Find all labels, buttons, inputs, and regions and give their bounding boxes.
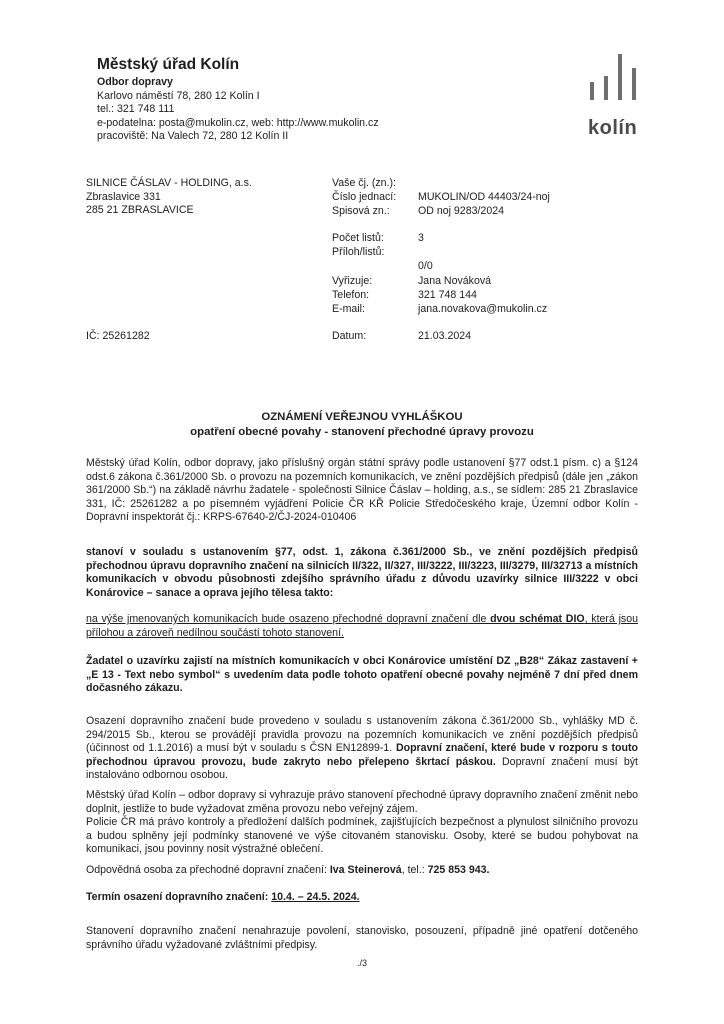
responsible-text-c: , tel.: — [401, 864, 428, 876]
attach-label: Příloh/listů: — [332, 246, 385, 258]
org-email-web: e-podatelna: posta@mukolin.cz, web: http://www.mukolin.cz — [97, 116, 379, 129]
paragraph-dio — [86, 613, 638, 640]
email-label: E-mail: — [332, 303, 365, 315]
your-ref-label: Vaše čj. (zn.): — [332, 177, 396, 189]
logo-text: kolín — [588, 117, 638, 139]
responsible-name: Iva Steinerová — [329, 864, 402, 876]
org-workplace: pracoviště: Na Valech 72, 280 12 Kolín II — [97, 130, 289, 143]
ref-no-label: Číslo jednací: — [332, 191, 397, 203]
term-label: Termín osazení dopravního značení: — [86, 891, 272, 903]
email-value: jana.novakova@mukolin.cz — [418, 303, 548, 315]
dio-text-a: na výše jmenovaných komunikacích bude osazeno přechodné dopravní značení dle — [86, 613, 491, 625]
recipient-street: Zbraslavice 331 — [86, 190, 161, 203]
org-address: Karlovo náměstí 78, 280 12 Kolín I — [97, 89, 260, 102]
ref-no-value: MUKOLIN/OD 44403/24-noj — [418, 191, 550, 203]
recipient-ic: IČ: 25261282 — [86, 330, 150, 342]
org-contact-block — [97, 76, 379, 144]
pages-value: 3 — [418, 232, 424, 244]
file-value: OD noj 9283/2024 — [418, 205, 504, 217]
recipient-name: SILNICE ČÁSLAV - HOLDING, a.s. — [86, 177, 252, 189]
install-text-b: Dopravní značení, které bude v rozporu s touto přechodnou úpravou provozu, bude zakryto nebo přelepeno škrtací páskou. — [86, 742, 638, 768]
handler-label: Vyřizuje: — [332, 275, 373, 287]
handler-value: Jana Nováková — [418, 275, 492, 287]
install-text-c: Dopravní značení musí být instalováno odbornou osobou. — [86, 755, 638, 782]
paragraph-installation — [86, 715, 638, 783]
recipient-city: 285 21 ZBRASLAVICE — [86, 204, 194, 217]
pages-label: Počet listů: — [332, 232, 384, 244]
doc-subtitle: opatření obecné povahy - stanovení přechodné úpravy provozu — [190, 426, 534, 438]
kolin-logo — [586, 54, 646, 144]
paragraph-responsible — [86, 864, 638, 878]
paragraph-police: Policie ČR má právo kontroly a předložení dalších podmínek, zajišťujících bezpečnost a plynulost silničního provozu a budou splněny její podmínky stanovené ve výše citovaném stanovisku. Osoby, které se budou pohybovat na komunikaci, jsou povinny nosit výstražné oblečení. — [86, 816, 638, 856]
page-marker: ./3 — [356, 958, 367, 968]
date-label: Datum: — [332, 330, 367, 342]
paragraph-decision: stanoví v souladu s ustanovením §77, odst. 1, zákona č.361/2000 Sb., ve znění pozdějších předpisů přechodnou úpravu dopravního značení na silnicích II/322, II/327, III/3222, III/3223, III/3279, III/32713 a místních komunikacích v obvodu působnosti zdejšího správního úřadu z důvodu uzavírky silnice III/3222 v obci Konárovice – sanace a oprava jejího tělesa takto: — [86, 546, 638, 599]
paragraph-term — [86, 891, 638, 905]
org-name: Městský úřad Kolín — [97, 56, 240, 73]
org-phone: tel.: 321 748 111 — [97, 103, 175, 116]
install-text-a: Osazení dopravního značení bude provedeno v souladu s ustanovením zákona č.361/2000 Sb., vyhlášky MD č. 294/2015 Sb., kterou se provádějí pravidla provozu na pozemních komunikacích ve znění pozdějších předpisů (účinnost od 1.1.2016) a musí být v souladu s ČSN EN12899-1. — [86, 715, 638, 755]
responsible-text-a: Odpovědná osoba za přechodné dopravní značení: — [86, 864, 330, 876]
date-value: 21.03.2024 — [418, 330, 472, 342]
phone-value: 321 748 144 — [418, 289, 477, 301]
dio-text-b: dvou schémat DIO — [490, 613, 585, 625]
attach-value: 0/0 — [418, 260, 433, 272]
recipient-address — [86, 177, 252, 218]
paragraph-intro: Městský úřad Kolín, odbor dopravy, jako příslušný orgán státní správy podle ustanovení §77 odst.1 písm. c) a §124 odst.6 zákona č.361/2000 Sb. o provozu na pozemních komunikacích, ve znění pozdějších předpisů (dále jen „zákon 361/2000 Sb.“) na základě návrhu žadatele - společnosti Silnice Čáslav – holding, a.s., se sídlem: 285 21 Zbraslavice 331, IČ: 25261282 a po písemném vyjádření Policie ČR KŘ Policie Středočeského kraje, Územní odbor Kolín - Dopravní inspektorát čj.: KRPS-67640-2/ČJ-2024-010406 — [86, 457, 638, 524]
file-label: Spisová zn.: — [332, 205, 390, 217]
paragraph-closure: Žadatel o uzavírku zajistí na místních komunikacích v obci Konárovice umístění DZ „B28“ Zákaz zastavení + „E 13 - Text nebo symbol“ s uvedením data podle tohoto opatření obecné povahy nejméně 7 dní před dnem dočasného zákazu. — [86, 655, 638, 695]
department: Odbor dopravy — [97, 76, 173, 88]
paragraph-reservation: Městský úřad Kolín – odbor dopravy si vyhrazuje právo stanovení přechodné úpravy dopravního značení změnit nebo doplnit, jestliže to bude vyžadovat změna provozu nebo veřejný zájem. — [86, 789, 638, 815]
paragraph-closing: Stanovení dopravního značení nenahrazuje povolení, stanovisko, posouzení, případně jiné opatření dotčeného správního úřadu vyžadované zvláštními předpisy. — [86, 925, 638, 951]
doc-title: OZNÁMENÍ VEŘEJNOU VYHLÁŠKOU — [261, 411, 463, 423]
term-value: 10.4. – 24.5. 2024. — [271, 891, 360, 903]
responsible-phone: 725 853 943. — [427, 864, 490, 876]
dio-text-c: , která jsou přílohou a zároveň nedílnou součástí tohoto stanovení. — [86, 613, 639, 639]
phone-label: Telefon: — [332, 289, 370, 301]
